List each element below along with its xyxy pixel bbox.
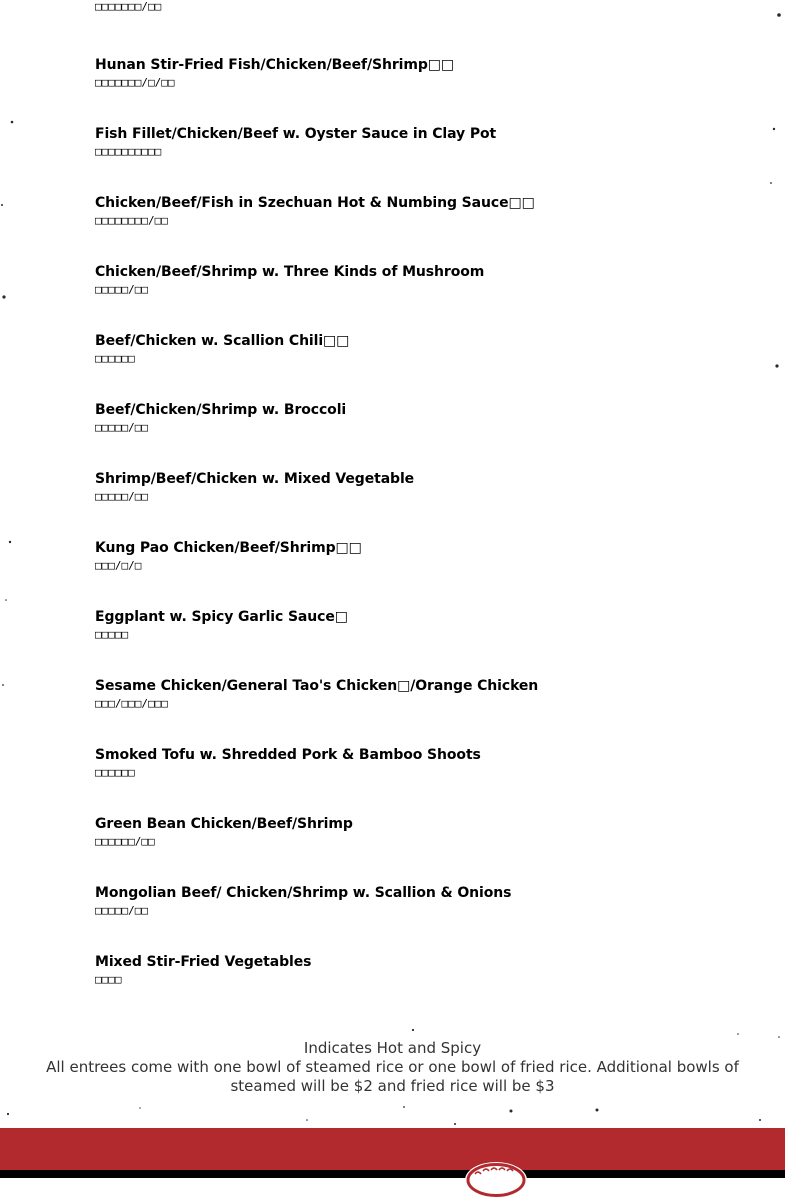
menu-item: [95, 263, 755, 309]
restaurant-logo-icon: [461, 1160, 531, 1200]
menu-item: [95, 677, 755, 723]
menu-item-chinese-name: □□□□□□□/□/□□: [95, 76, 175, 89]
menu-item-name: Chicken/Beef/Fish in Szechuan Hot & Numbing Sauce□□: [95, 195, 535, 211]
rice-policy-note: All entrees come with one bowl of steamed rice or one bowl of fried rice. Additional bowls of steamed will be $2 and fried rice will be $3: [46, 1058, 739, 1095]
menu-item-chinese-name: □□□□□□: [95, 766, 135, 779]
menu-item: [95, 539, 755, 585]
menu-item-name: Kung Pao Chicken/Beef/Shrimp□□: [95, 540, 362, 556]
menu-item: [95, 746, 755, 792]
menu-item-name: Hunan Stir-Fried Fish/Chicken/Beef/Shrimp□□: [95, 57, 454, 73]
menu-item-chinese-name: □□□/□/□: [95, 559, 142, 572]
menu-item: [95, 401, 755, 447]
menu-item: [95, 953, 755, 999]
menu-item: [95, 332, 755, 378]
menu-item: [95, 56, 755, 102]
menu-item-chinese-name: □□□□□/□□: [95, 904, 148, 917]
hot-spicy-note: Indicates Hot and Spicy: [303, 1039, 482, 1057]
menu-item-name: Mongolian Beef/ Chicken/Shrimp w. Scallion & Onions: [95, 885, 512, 901]
menu-item: [95, 815, 755, 861]
menu-item-name: Beef/Chicken w. Scallion Chili□□: [95, 333, 350, 349]
menu-item-chinese-name: □□□□: [95, 973, 122, 986]
menu-item: [95, 194, 755, 240]
menu-item: [95, 125, 755, 171]
footer-banner: [0, 1128, 785, 1170]
menu-item: [95, 470, 755, 516]
menu-item-name: Green Bean Chicken/Beef/Shrimp: [95, 816, 353, 832]
menu-item: [95, 608, 755, 654]
menu-item-chinese-name: □□□□□/□□: [95, 421, 148, 434]
menu-item-name: Sesame Chicken/General Tao's Chicken□/Orange Chicken: [95, 678, 539, 694]
menu-item-chinese-name: □□□□□□□□□□: [95, 145, 162, 158]
menu-item-name: Smoked Tofu w. Shredded Pork & Bamboo Shoots: [95, 747, 481, 763]
menu-item-chinese-name: □□□□□: [95, 628, 129, 641]
menu-panel: [15, 0, 770, 1027]
menu-item-name: Beef/Chicken/Shrimp w. Broccoli: [95, 402, 347, 418]
menu-item: [95, 884, 755, 930]
menu-item-chinese-name: □□□□□□□/□□: [95, 0, 162, 13]
menu-item-name: Eggplant w. Spicy Garlic Sauce□: [95, 609, 348, 625]
menu-item-chinese-name: □□□□□□/□□: [95, 835, 155, 848]
menu-item-chinese-name: □□□□□/□□: [95, 283, 148, 296]
menu-item-name: Fish Fillet/Chicken/Beef w. Oyster Sauce in Clay Pot: [95, 126, 497, 142]
menu-item-name: Shrimp/Beef/Chicken w. Mixed Vegetable: [95, 471, 415, 487]
menu-item-chinese-name: □□□□□□□□/□□: [95, 214, 168, 227]
menu-item-name: Chicken/Beef/Shrimp w. Three Kinds of Mushroom: [95, 264, 485, 280]
menu-item-chinese-name: □□□/□□□/□□□: [95, 697, 168, 710]
menu-notes: [15, 1037, 770, 1098]
footer-bottom-bar: [0, 1170, 785, 1178]
menu-item: [95, 0, 755, 26]
menu-item-chinese-name: □□□□□/□□: [95, 490, 148, 503]
menu-item-name: Mixed Stir-Fried Vegetables: [95, 954, 312, 970]
menu-item-chinese-name: □□□□□□: [95, 352, 135, 365]
